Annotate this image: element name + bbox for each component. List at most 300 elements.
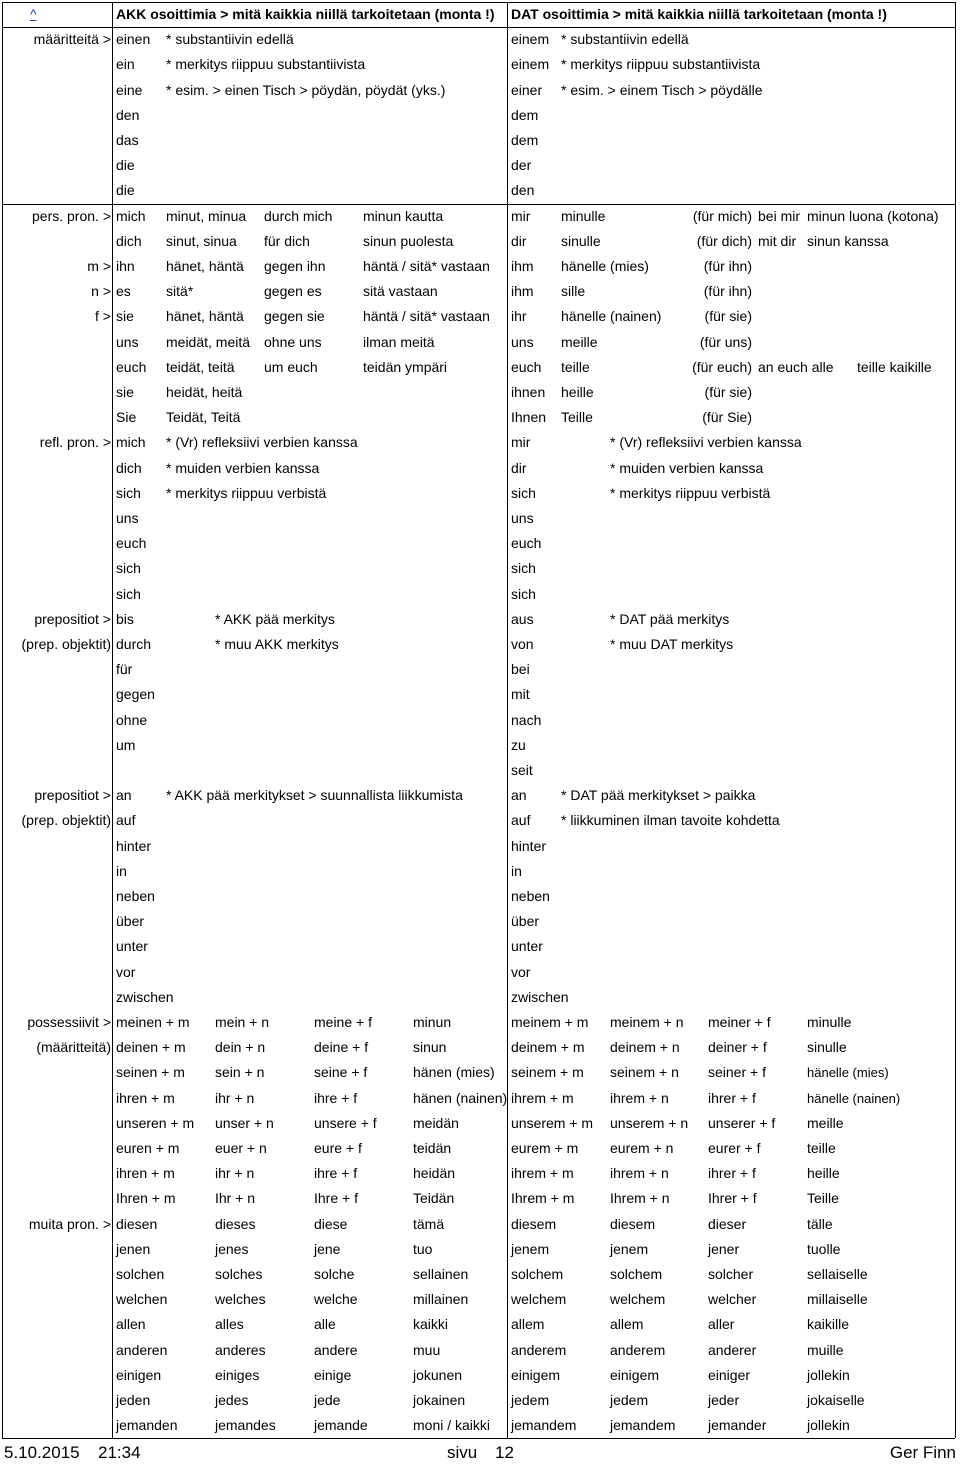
page-footer	[0, 1440, 960, 1465]
akk-preposition: hinter	[116, 837, 152, 854]
footer-date: 5.10.2015	[4, 1443, 80, 1462]
possessive-cell: hänen (mies)	[413, 1064, 495, 1081]
possessive-cell: ihrem + n	[610, 1089, 669, 1106]
possessive-cell: hänelle (mies)	[807, 1065, 889, 1081]
akk-translation: sinut, sinua	[166, 232, 237, 249]
possessive-cell: ihrem + m	[511, 1165, 574, 1182]
pronoun-cell: anderem	[610, 1341, 666, 1358]
pronoun-cell: diesem	[511, 1215, 557, 1232]
pronoun-cell: solchem	[610, 1266, 663, 1282]
akk-example: gegen ihn	[264, 258, 326, 274]
akk-note: * AKK pää merkitys	[215, 610, 335, 627]
section-label: prepositiot >	[34, 610, 111, 627]
dat-fuer: (für Sie)	[702, 409, 752, 426]
possessive-cell: deinen + m	[116, 1039, 186, 1056]
pronoun-cell: jeden	[116, 1392, 151, 1408]
dat-note: * esim. > einem Tisch > pöydälle	[561, 81, 763, 98]
possessive-cell: teidän	[413, 1140, 452, 1156]
column-divider	[2, 2, 3, 1438]
possessive-cell: meinen + m	[116, 1014, 190, 1030]
dat-example: mit dir	[758, 232, 797, 249]
pronoun-cell: andere	[314, 1341, 358, 1358]
possessive-cell: ihr + n	[215, 1165, 255, 1182]
dat-translation: sille	[561, 283, 586, 300]
possessive-cell: ihr + n	[215, 1089, 255, 1106]
possessive-cell: ihrem + m	[511, 1089, 574, 1106]
akk-note: * substantiivin edellä	[166, 31, 294, 48]
row-divider	[2, 204, 955, 205]
dat-pronoun: ihnen	[511, 384, 546, 400]
possessive-cell: Ihr + n	[215, 1190, 256, 1207]
akk-preposition: neben	[116, 888, 155, 904]
akk-example: gegen es	[264, 283, 322, 300]
dat-preposition: nach	[511, 711, 542, 728]
possessive-cell: ihre + f	[314, 1165, 358, 1182]
akk-preposition: bis	[116, 610, 134, 627]
possessive-cell: Ihrem + m	[511, 1190, 575, 1207]
possessive-cell: unserer + f	[708, 1114, 776, 1131]
dat-pronoun: uns	[511, 333, 534, 350]
pronoun-cell: solchem	[511, 1266, 564, 1282]
possessive-cell: sinun	[413, 1039, 447, 1056]
dat-fuer: (für ihn)	[703, 283, 752, 300]
possessive-cell: meinem + n	[610, 1014, 684, 1030]
pronoun-cell: jokaiselle	[807, 1392, 865, 1408]
akk-preposition: auf	[116, 812, 136, 829]
akk-note: * merkitys riippuu substantiivista	[166, 56, 366, 73]
akk-translation: meidät, meitä	[166, 333, 251, 350]
pronoun-cell: tämä	[413, 1215, 445, 1232]
akk-pronoun: dich	[116, 232, 142, 249]
possessive-cell: Ihrer + f	[708, 1190, 757, 1207]
pronoun-cell: tuo	[413, 1240, 433, 1257]
akk-article: ein	[116, 56, 135, 73]
footer-page-label: sivu	[447, 1443, 478, 1462]
possessive-cell: mein + n	[215, 1014, 270, 1030]
dat-preposition: über	[511, 913, 540, 930]
akk-preposition: durch	[116, 636, 152, 652]
possessive-cell: unser + n	[215, 1114, 274, 1131]
pronoun-cell: jenes	[215, 1240, 249, 1257]
akk-pronoun: sie	[116, 308, 134, 325]
akk-preposition: vor	[116, 963, 136, 980]
pronoun-cell: welchen	[116, 1291, 168, 1308]
footer-page-number: 12	[495, 1443, 514, 1462]
possessive-cell: meine + f	[314, 1014, 372, 1030]
possessive-cell: Teidän	[413, 1190, 455, 1207]
akk-example: ohne uns	[264, 333, 322, 350]
pronoun-cell: jemandem	[511, 1417, 577, 1434]
possessive-cell: minun	[413, 1014, 452, 1030]
possessive-cell: seinem + n	[610, 1064, 679, 1081]
pronoun-cell: anderem	[511, 1341, 567, 1358]
section-label: n >	[91, 283, 111, 300]
possessive-cell: ihren + m	[116, 1165, 175, 1182]
pronoun-cell: welche	[314, 1291, 358, 1308]
pronoun-cell: jemandes	[215, 1417, 276, 1434]
pronoun-cell: einiger	[708, 1366, 751, 1383]
dat-preposition: seit	[511, 762, 533, 778]
akk-example: um euch	[264, 358, 318, 375]
pronoun-cell: alles	[215, 1316, 244, 1333]
dat-article: einer	[511, 81, 543, 98]
akk-example-translation: minun kautta	[363, 207, 444, 224]
pronoun-cell: jemandem	[610, 1417, 676, 1434]
dat-translation: meille	[561, 333, 598, 350]
pronoun-cell: diese	[314, 1215, 348, 1232]
dat-preposition: in	[511, 862, 522, 879]
possessive-cell: deinem + m	[511, 1039, 585, 1056]
pronoun-cell: moni / kaikki	[413, 1417, 491, 1434]
dat-reflexive: euch	[511, 535, 542, 552]
pronoun-cell: tuolle	[807, 1240, 841, 1257]
akk-reflexive: sich	[116, 585, 141, 602]
dat-fuer: (für sie)	[704, 308, 752, 325]
possessive-cell: eurem + n	[610, 1140, 674, 1156]
akk-note: * esim. > einen Tisch > pöydän, pöydät (yks.)	[166, 81, 446, 98]
dat-preposition: aus	[511, 610, 534, 627]
dat-article: dem	[511, 106, 539, 123]
akk-article: einen	[116, 31, 151, 48]
dat-article: der	[511, 157, 532, 174]
possessive-cell: ihrem + n	[610, 1165, 669, 1182]
pronoun-cell: aller	[708, 1316, 735, 1333]
dat-preposition: an	[511, 787, 527, 804]
akk-translation: sitä*	[166, 283, 194, 300]
possessive-cell: deiner + f	[708, 1039, 767, 1056]
pronoun-cell: einigem	[610, 1366, 660, 1383]
possessive-cell: eurem + m	[511, 1140, 579, 1156]
section-label: (prep. objektit)	[21, 636, 111, 652]
dat-reflexive: dir	[511, 459, 527, 476]
akk-reflexive: sich	[116, 484, 141, 501]
pronoun-cell: jenem	[511, 1240, 550, 1257]
possessive-cell: seinem + m	[511, 1064, 584, 1081]
caret-link[interactable]: ^	[30, 6, 37, 22]
pronoun-cell: anderer	[708, 1341, 757, 1358]
pronoun-cell: sellainen	[413, 1266, 469, 1282]
akk-note: * (Vr) refleksiivi verbien kanssa	[166, 434, 358, 451]
akk-pronoun: ihn	[116, 258, 135, 274]
akk-example-translation: häntä / sitä* vastaan	[363, 258, 490, 274]
pronoun-cell: jollekin	[807, 1417, 850, 1434]
possessive-cell: dein + n	[215, 1039, 266, 1056]
possessive-cell: sein + n	[215, 1064, 265, 1081]
pronoun-cell: jemande	[314, 1417, 368, 1434]
akk-reflexive: mich	[116, 434, 146, 451]
pronoun-cell: muille	[807, 1341, 844, 1358]
section-label: (prep. objektit)	[21, 812, 111, 829]
possessive-cell: ihre + f	[314, 1089, 358, 1106]
dat-fuer: (für mich)	[692, 207, 752, 224]
dat-preposition: mit	[511, 686, 530, 703]
dat-preposition: hinter	[511, 837, 547, 854]
possessive-cell: sinulle	[807, 1039, 847, 1056]
akk-preposition: an	[116, 787, 132, 804]
akk-pronoun: Sie	[116, 409, 137, 426]
dat-fuer: (für dich)	[696, 232, 752, 249]
pronoun-cell: jollekin	[807, 1366, 850, 1383]
pronoun-cell: solche	[314, 1266, 355, 1282]
akk-translation: heidät, heitä	[166, 384, 243, 400]
footer-book: Ger Finn	[889, 1443, 956, 1462]
akk-pronoun: mich	[116, 207, 146, 224]
pronoun-cell: allen	[116, 1316, 146, 1333]
possessive-cell: unserem + m	[511, 1114, 594, 1131]
dat-reflexive: mir	[511, 434, 531, 451]
pronoun-cell: jeder	[708, 1392, 740, 1408]
pronoun-cell: welchem	[511, 1291, 567, 1308]
akk-preposition: unter	[116, 938, 148, 955]
akk-translation: hänet, häntä	[166, 308, 244, 325]
akk-article: eine	[116, 81, 143, 98]
akk-translation: teidät, teitä	[166, 358, 235, 375]
pronoun-cell: jedem	[610, 1392, 649, 1408]
pronoun-cell: jenem	[610, 1240, 649, 1257]
dat-fuer: (für euch)	[692, 358, 752, 375]
dat-example-translation: sinun kanssa	[807, 232, 889, 249]
pronoun-cell: jenen	[116, 1240, 151, 1257]
possessive-cell: ihrer + f	[708, 1165, 756, 1182]
possessive-cell: teille	[807, 1140, 836, 1156]
dat-preposition: neben	[511, 888, 550, 904]
dat-note: * substantiivin edellä	[561, 31, 689, 48]
possessive-cell: unserem + n	[610, 1114, 689, 1131]
possessive-cell: ihren + m	[116, 1089, 175, 1106]
akk-example: für dich	[264, 232, 310, 249]
pronoun-cell: allem	[511, 1316, 545, 1333]
possessive-cell: eurer + f	[708, 1140, 761, 1156]
akk-pronoun: uns	[116, 333, 139, 350]
dat-fuer: (für sie)	[704, 384, 752, 400]
dat-pronoun: Ihnen	[511, 409, 547, 426]
dat-translation: hänelle (mies)	[561, 258, 649, 274]
pronoun-cell: anderen	[116, 1341, 168, 1358]
dat-preposition: zwischen	[511, 988, 569, 1005]
dat-preposition: von	[511, 636, 534, 652]
possessive-cell: Ihrem + n	[610, 1190, 670, 1207]
section-label: m >	[87, 258, 111, 274]
possessive-cell: unseren + m	[116, 1114, 195, 1131]
dat-translation: Teille	[561, 409, 593, 426]
pronoun-cell: jemander	[708, 1417, 767, 1434]
dat-note: * (Vr) refleksiivi verbien kanssa	[610, 434, 802, 451]
section-label: (määritteitä)	[36, 1039, 111, 1056]
dat-translation: hänelle (nainen)	[561, 308, 662, 325]
pronoun-cell: solches	[215, 1266, 263, 1282]
dat-pronoun: dir	[511, 232, 527, 249]
akk-example: gegen sie	[264, 308, 325, 325]
dat-note: * merkitys riippuu substantiivista	[561, 56, 761, 73]
possessive-cell: Teille	[807, 1190, 839, 1207]
dat-title: DAT osoittimia > mitä kaikkia niillä tarkoitetaan (monta !)	[511, 6, 887, 22]
column-divider	[507, 2, 508, 1438]
possessive-cell: meiner + f	[708, 1014, 771, 1030]
dat-preposition: bei	[511, 661, 530, 678]
possessive-cell: euren + m	[116, 1140, 180, 1156]
pronoun-cell: solchen	[116, 1266, 165, 1282]
pronoun-cell: diesem	[610, 1215, 656, 1232]
akk-preposition: für	[116, 661, 133, 678]
pronoun-cell: einiges	[215, 1366, 260, 1383]
akk-reflexive: euch	[116, 535, 147, 552]
dat-note: * muu DAT merkitys	[610, 636, 734, 652]
possessive-cell: unsere + f	[314, 1114, 377, 1131]
possessive-cell: euer + n	[215, 1140, 267, 1156]
possessive-cell: Ihre + f	[314, 1190, 358, 1207]
possessive-cell: deine + f	[314, 1039, 369, 1056]
dat-example: bei mir	[758, 207, 801, 224]
dat-translation: minulle	[561, 207, 606, 224]
pronoun-cell: welches	[215, 1291, 266, 1308]
pronoun-cell: dieser	[708, 1215, 747, 1232]
akk-article: den	[116, 106, 140, 123]
possessive-cell: ihrer + f	[708, 1089, 756, 1106]
dat-note: * merkitys riippuu verbistä	[610, 484, 771, 501]
dat-fuer: (für ihn)	[703, 258, 752, 274]
section-label: muita pron. >	[28, 1215, 111, 1232]
akk-article: das	[116, 132, 139, 148]
row-divider	[2, 27, 955, 28]
possessive-cell: seinen + m	[116, 1064, 185, 1081]
akk-reflexive: dich	[116, 459, 142, 476]
dat-article: einem	[511, 56, 550, 73]
section-label: possessiivit >	[27, 1014, 111, 1030]
dat-translation: teille	[561, 358, 590, 375]
possessive-cell: Ihren + m	[116, 1190, 176, 1207]
pronoun-cell: anderes	[215, 1341, 266, 1358]
akk-preposition: ohne	[116, 711, 148, 728]
pronoun-cell: millaiselle	[807, 1291, 868, 1308]
pronoun-cell: jener	[708, 1240, 740, 1257]
possessive-cell: meille	[807, 1114, 844, 1131]
akk-title: AKK osoittimia > mitä kaikkia niillä tarkoitetaan (monta !)	[116, 6, 495, 22]
row-divider	[2, 2, 955, 3]
dat-example: an euch alle	[758, 358, 834, 375]
akk-example-translation: häntä / sitä* vastaan	[363, 308, 490, 325]
akk-example: durch mich	[264, 207, 333, 224]
pronoun-cell: einigen	[116, 1366, 162, 1383]
akk-translation: Teidät, Teitä	[166, 409, 241, 426]
section-label: refl. pron. >	[39, 434, 111, 451]
dat-translation: heille	[561, 384, 594, 400]
dat-pronoun: ihr	[511, 308, 527, 325]
dat-pronoun: euch	[511, 358, 542, 375]
dat-preposition: unter	[511, 938, 543, 955]
pronoun-cell: jokunen	[413, 1366, 463, 1383]
dat-example-translation: minun luona (kotona)	[807, 207, 939, 224]
pronoun-cell: einigem	[511, 1366, 561, 1383]
pronoun-cell: millainen	[413, 1291, 469, 1308]
akk-preposition: um	[116, 736, 136, 753]
pronoun-cell: jedem	[511, 1392, 550, 1408]
akk-preposition: gegen	[116, 686, 155, 703]
akk-pronoun: euch	[116, 358, 147, 375]
pronoun-cell: einige	[314, 1366, 352, 1383]
dat-article: den	[511, 182, 535, 199]
possessive-cell: heidän	[413, 1165, 456, 1182]
column-divider	[955, 2, 956, 1438]
possessive-cell: seine + f	[314, 1064, 368, 1081]
pronoun-cell: muu	[413, 1341, 441, 1358]
possessive-cell: eure + f	[314, 1140, 362, 1156]
akk-example-translation: ilman meitä	[363, 333, 435, 350]
akk-example-translation: sinun puolesta	[363, 232, 454, 249]
pronoun-cell: jene	[314, 1240, 341, 1257]
possessive-cell: deinem + n	[610, 1039, 680, 1056]
pronoun-cell: kaikki	[413, 1316, 449, 1333]
dat-preposition: auf	[511, 812, 531, 829]
possessive-cell: meidän	[413, 1114, 459, 1131]
dat-reflexive: sich	[511, 484, 536, 501]
pronoun-cell: sellaiselle	[807, 1266, 868, 1282]
dat-translation: sinulle	[561, 232, 601, 249]
dat-preposition: zu	[511, 736, 526, 753]
akk-note: * AKK pää merkitykset > suunnallista liikkumista	[166, 787, 463, 804]
akk-article: die	[116, 157, 135, 174]
akk-pronoun: sie	[116, 384, 134, 400]
akk-translation: minut, minua	[166, 207, 247, 224]
dat-fuer: (für uns)	[699, 333, 752, 350]
pronoun-cell: jokainen	[413, 1392, 466, 1408]
dat-note: * DAT pää merkitykset > paikka	[561, 787, 756, 804]
section-label: f >	[95, 308, 111, 325]
akk-preposition: in	[116, 862, 127, 879]
pronoun-cell: jemanden	[116, 1417, 178, 1434]
akk-example-translation: teidän ympäri	[363, 358, 448, 375]
pronoun-cell: jedes	[215, 1392, 249, 1408]
akk-note: * muu AKK merkitys	[215, 636, 339, 652]
pronoun-cell: kaikille	[807, 1316, 850, 1333]
pronoun-cell: solcher	[708, 1266, 754, 1282]
dat-article: einem	[511, 31, 550, 48]
dat-pronoun: mir	[511, 207, 531, 224]
section-label: määritteitä >	[33, 31, 111, 48]
pronoun-cell: dieses	[215, 1215, 256, 1232]
dat-reflexive: sich	[511, 560, 536, 577]
akk-preposition: zwischen	[116, 988, 174, 1005]
dat-pronoun: ihm	[511, 283, 534, 300]
footer-time: 21:34	[98, 1443, 141, 1462]
dat-note: * muiden verbien kanssa	[610, 459, 764, 476]
dat-pronoun: ihm	[511, 258, 534, 274]
akk-pronoun: es	[116, 283, 131, 300]
dat-example-translation: teille kaikille	[857, 358, 932, 375]
akk-note: * muiden verbien kanssa	[166, 459, 320, 476]
dat-article: dem	[511, 132, 539, 148]
column-divider	[112, 2, 113, 1438]
possessive-cell: heille	[807, 1165, 840, 1182]
akk-preposition: über	[116, 913, 145, 930]
possessive-cell: hänen (nainen)	[413, 1089, 508, 1106]
dat-reflexive: sich	[511, 585, 536, 602]
pronoun-cell: welcher	[708, 1291, 757, 1308]
akk-note: * merkitys riippuu verbistä	[166, 484, 327, 501]
akk-reflexive: sich	[116, 560, 141, 577]
section-label: pers. pron. >	[32, 207, 111, 224]
possessive-cell: hänelle (nainen)	[807, 1090, 901, 1106]
pronoun-cell: alle	[314, 1316, 336, 1333]
pronoun-cell: diesen	[116, 1215, 158, 1232]
pronoun-cell: welchem	[610, 1291, 666, 1308]
akk-example-translation: sitä vastaan	[363, 283, 438, 300]
pronoun-cell: tälle	[807, 1215, 833, 1232]
possessive-cell: minulle	[807, 1014, 852, 1030]
dat-note: * DAT pää merkitys	[610, 610, 730, 627]
pronoun-cell: allem	[610, 1316, 644, 1333]
akk-reflexive: uns	[116, 510, 139, 526]
akk-translation: hänet, häntä	[166, 258, 244, 274]
